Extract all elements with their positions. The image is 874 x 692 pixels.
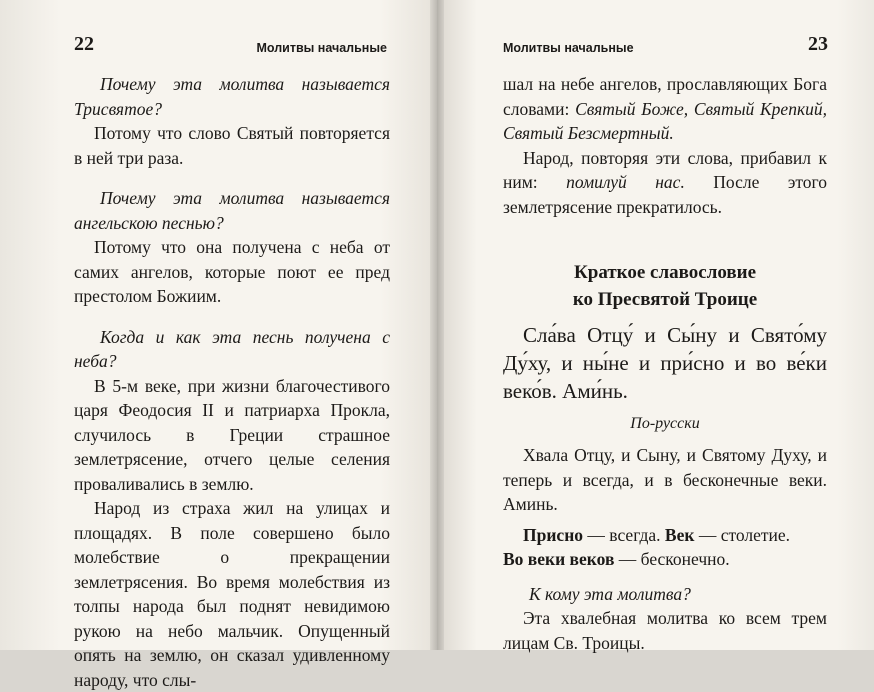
answer-paragraph: Потому что слово Святый повторяется в ней три раза. bbox=[74, 123, 390, 168]
glossary-line: Во веки веков — бесконечно. bbox=[503, 549, 730, 569]
section-title: Краткое славословие ко Пресвятой Троице bbox=[572, 262, 758, 310]
book-gutter bbox=[430, 0, 444, 650]
question-paragraph: Почему эта молитва называется Трисвятое? bbox=[74, 74, 390, 119]
translation-label: По-русски bbox=[630, 415, 700, 432]
question-paragraph: Когда и как эта песнь получена с неба? bbox=[74, 326, 390, 371]
answer-paragraph: В 5-м веке, при жизни благочестивого царя Феодосия II и патриарха Прокла, случилось в Греции страшное землетрясение, отчего целые селения проваливались в землю. bbox=[74, 375, 390, 494]
running-head: Молитвы начальные bbox=[256, 41, 387, 55]
prayer-slavonic: Сла́ва Отцу́ и Сы́ну и Свято́му Ду́ху, и ны́не и при́сно и во ве́ки веко́в. Ами́нь. bbox=[503, 323, 827, 403]
glossary-line: Присно — всегда. Век — столетие. bbox=[523, 524, 791, 545]
answer-paragraph: Эта хвалебная молитва ко всем трем лицам Св. Троицы. bbox=[503, 608, 827, 653]
answer-paragraph: Народ, повторяя эти слова, прибавил к ним: помилуй нас. После этого землетрясение прекратилось. bbox=[503, 147, 827, 217]
right-page-body bbox=[503, 72, 827, 655]
answer-paragraph: Народ из страха жил на улицах и площадях. В поле совершено было молебствие о прекращении землетрясения. Во время молебствия из толпы народа был поднят невидимою рукою на небо мальчик. Опущенный опять на землю, он сказал удивленному народу, что слы- bbox=[74, 498, 390, 690]
left-page-body bbox=[74, 72, 390, 692]
right-page-header bbox=[437, 33, 874, 63]
continued-paragraph: шал на небе ангелов, прославляющих Бога словами: Святый Боже, Святый Крепкий, Святый Безсмертный. bbox=[503, 74, 827, 143]
question-paragraph: Почему эта молитва называется ангельскою песнью? bbox=[74, 188, 390, 233]
left-page bbox=[0, 0, 437, 690]
running-head: Молитвы начальные bbox=[503, 41, 634, 55]
page-number: 23 bbox=[808, 33, 828, 55]
question-paragraph: К кому эта молитва? bbox=[529, 583, 691, 604]
left-page-header bbox=[0, 33, 437, 63]
right-page bbox=[437, 0, 874, 653]
prayer-russian: Хвала Отцу, и Сыну, и Святому Духу, и теперь и всегда, и в бесконечные веки. Аминь. bbox=[503, 445, 827, 514]
answer-paragraph: Потому что она получена с неба от самих ангелов, которые поют ее пред престолом Божиим. bbox=[74, 237, 390, 306]
page-number: 22 bbox=[74, 33, 94, 55]
